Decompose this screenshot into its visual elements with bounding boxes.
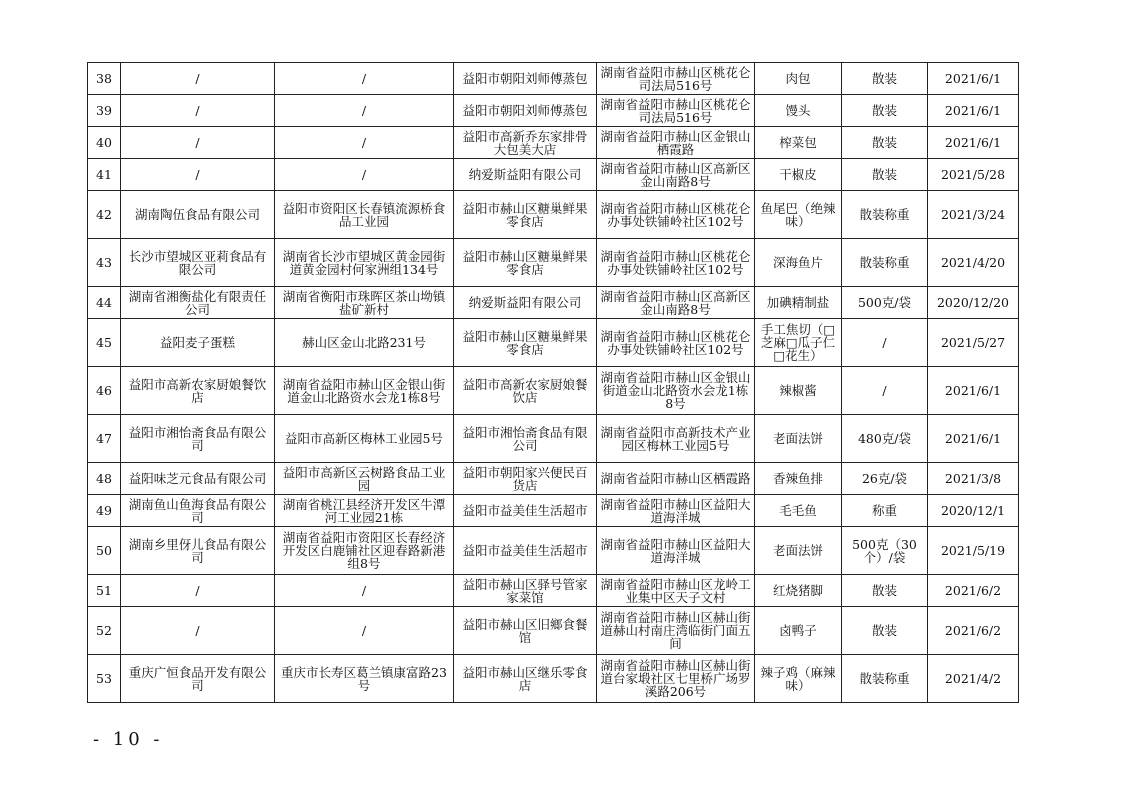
cell-spec: 26克/袋 xyxy=(842,463,928,495)
cell-no: 40 xyxy=(88,127,121,159)
cell-date: 2020/12/20 xyxy=(928,287,1019,319)
cell-seller-address: 湖南省益阳市赫山区益阳大道海洋城 xyxy=(597,495,755,527)
cell-producer: 长沙市望城区亚莉食品有限公司 xyxy=(121,239,275,287)
cell-producer: 益阳麦子蛋糕 xyxy=(121,319,275,367)
cell-producer-address: / xyxy=(275,607,454,655)
cell-seller: 益阳市赫山区糖巢鲜果零食店 xyxy=(454,239,597,287)
cell-seller-address: 湖南省益阳市赫山区赫山街道赫山村南庄湾临街门面五间 xyxy=(597,607,755,655)
cell-seller-address: 湖南省益阳市赫山区益阳大道海洋城 xyxy=(597,527,755,575)
cell-no: 41 xyxy=(88,159,121,191)
cell-seller-address: 湖南省益阳市赫山区高新区金山南路8号 xyxy=(597,159,755,191)
cell-product: 肉包 xyxy=(755,63,842,95)
cell-no: 52 xyxy=(88,607,121,655)
cell-product: 香辣鱼排 xyxy=(755,463,842,495)
table-row xyxy=(88,495,1019,527)
table-row xyxy=(88,127,1019,159)
cell-seller: 益阳市朝阳家兴便民百货店 xyxy=(454,463,597,495)
cell-seller: 益阳市赫山区糖巢鲜果零食店 xyxy=(454,319,597,367)
cell-seller-address: 湖南省益阳市赫山区栖霞路 xyxy=(597,463,755,495)
cell-date: 2021/6/1 xyxy=(928,63,1019,95)
cell-seller-address: 湖南省益阳市赫山区桃花仑办事处铁铺岭社区102号 xyxy=(597,319,755,367)
cell-producer-address: / xyxy=(275,95,454,127)
cell-producer-address: 湖南省益阳市资阳区长春经济开发区白鹿铺社区迎春路新港组8号 xyxy=(275,527,454,575)
cell-producer: / xyxy=(121,159,275,191)
cell-date: 2021/6/1 xyxy=(928,415,1019,463)
cell-no: 49 xyxy=(88,495,121,527)
cell-seller: 益阳市赫山区驿号管家家菜馆 xyxy=(454,575,597,607)
cell-producer: 湖南陶伍食品有限公司 xyxy=(121,191,275,239)
cell-seller-address: 湖南省益阳市赫山区桃花仑办事处铁铺岭社区102号 xyxy=(597,191,755,239)
cell-producer-address: / xyxy=(275,127,454,159)
table-row xyxy=(88,159,1019,191)
cell-seller-address: 湖南省益阳市赫山区赫山街道台家塅社区七里桥广场罗溪路206号 xyxy=(597,655,755,703)
table-row xyxy=(88,575,1019,607)
table-row xyxy=(88,287,1019,319)
cell-spec: 散装称重 xyxy=(842,239,928,287)
cell-spec: 散装 xyxy=(842,63,928,95)
cell-producer: 湖南鱼山鱼海食品有限公司 xyxy=(121,495,275,527)
cell-spec: 散装称重 xyxy=(842,191,928,239)
cell-producer-address: 湖南省益阳市赫山区金银山街道金山北路资水会龙1栋8号 xyxy=(275,367,454,415)
cell-product: 毛毛鱼 xyxy=(755,495,842,527)
table-row xyxy=(88,95,1019,127)
cell-product: 加碘精制盐 xyxy=(755,287,842,319)
cell-producer: / xyxy=(121,575,275,607)
cell-producer-address: 益阳市高新区云树路食品工业园 xyxy=(275,463,454,495)
cell-no: 50 xyxy=(88,527,121,575)
cell-producer: / xyxy=(121,63,275,95)
cell-spec: 散装 xyxy=(842,159,928,191)
table-row xyxy=(88,191,1019,239)
cell-no: 43 xyxy=(88,239,121,287)
cell-seller: 益阳市高新乔东家排骨大包美大店 xyxy=(454,127,597,159)
cell-seller-address: 湖南省益阳市赫山区龙岭工业集中区天子文村 xyxy=(597,575,755,607)
cell-no: 47 xyxy=(88,415,121,463)
cell-producer-address: / xyxy=(275,63,454,95)
cell-producer: / xyxy=(121,607,275,655)
cell-producer: 益阳市高新农家厨娘餐饮店 xyxy=(121,367,275,415)
cell-no: 51 xyxy=(88,575,121,607)
cell-seller: 益阳市高新农家厨娘餐饮店 xyxy=(454,367,597,415)
table-row xyxy=(88,415,1019,463)
cell-date: 2021/6/2 xyxy=(928,575,1019,607)
food-sampling-table xyxy=(87,62,1019,703)
cell-product: 深海鱼片 xyxy=(755,239,842,287)
cell-seller: 益阳市益美佳生活超市 xyxy=(454,495,597,527)
cell-producer: 益阳味芝元食品有限公司 xyxy=(121,463,275,495)
table-body xyxy=(88,63,1019,703)
cell-product: 老面法饼 xyxy=(755,527,842,575)
cell-producer-address: 湖南省长沙市望城区黄金园街道黄金园村何家洲组134号 xyxy=(275,239,454,287)
cell-date: 2021/6/1 xyxy=(928,367,1019,415)
cell-product: 红烧猪脚 xyxy=(755,575,842,607)
cell-date: 2021/3/24 xyxy=(928,191,1019,239)
table-row xyxy=(88,607,1019,655)
cell-spec: / xyxy=(842,367,928,415)
cell-date: 2021/4/20 xyxy=(928,239,1019,287)
cell-date: 2021/5/27 xyxy=(928,319,1019,367)
cell-no: 44 xyxy=(88,287,121,319)
cell-date: 2021/5/28 xyxy=(928,159,1019,191)
cell-product: 干椒皮 xyxy=(755,159,842,191)
cell-product: 老面法饼 xyxy=(755,415,842,463)
cell-spec: 散装称重 xyxy=(842,655,928,703)
cell-producer: 益阳市湘怡斋食品有限公司 xyxy=(121,415,275,463)
cell-producer: 湖南省湘衡盐化有限责任公司 xyxy=(121,287,275,319)
cell-no: 42 xyxy=(88,191,121,239)
cell-seller-address: 湖南省益阳市赫山区桃花仑司法局516号 xyxy=(597,95,755,127)
cell-seller: 纳爱斯益阳有限公司 xyxy=(454,287,597,319)
cell-product: 鱼尾巴（绝辣味） xyxy=(755,191,842,239)
cell-no: 39 xyxy=(88,95,121,127)
cell-spec: 称重 xyxy=(842,495,928,527)
cell-no: 48 xyxy=(88,463,121,495)
cell-seller: 益阳市赫山区继乐零食店 xyxy=(454,655,597,703)
cell-seller: 益阳市湘怡斋食品有限公司 xyxy=(454,415,597,463)
cell-spec: 散装 xyxy=(842,607,928,655)
cell-product: 榨菜包 xyxy=(755,127,842,159)
cell-spec: 散装 xyxy=(842,95,928,127)
cell-spec: 500克/袋 xyxy=(842,287,928,319)
cell-date: 2021/6/1 xyxy=(928,127,1019,159)
table-row xyxy=(88,63,1019,95)
cell-producer-address: / xyxy=(275,575,454,607)
cell-producer-address: 湖南省衡阳市珠晖区茶山坳镇盐矿新村 xyxy=(275,287,454,319)
cell-producer: / xyxy=(121,127,275,159)
cell-seller-address: 湖南省益阳市高新技术产业园区梅林工业园5号 xyxy=(597,415,755,463)
cell-product: 馒头 xyxy=(755,95,842,127)
cell-seller-address: 湖南省益阳市赫山区桃花仑司法局516号 xyxy=(597,63,755,95)
cell-producer: 湖南乡里伢儿食品有限公司 xyxy=(121,527,275,575)
cell-spec: 500克（30个）/袋 xyxy=(842,527,928,575)
table-row xyxy=(88,239,1019,287)
cell-producer: / xyxy=(121,95,275,127)
table-row xyxy=(88,367,1019,415)
cell-seller-address: 湖南省益阳市赫山区桃花仑办事处铁铺岭社区102号 xyxy=(597,239,755,287)
cell-no: 53 xyxy=(88,655,121,703)
cell-seller-address: 湖南省益阳市赫山区金银山栖霞路 xyxy=(597,127,755,159)
cell-seller: 益阳市赫山区糖巢鲜果零食店 xyxy=(454,191,597,239)
cell-product: 手工焦切（□芝麻□瓜子仁□花生） xyxy=(755,319,842,367)
cell-no: 45 xyxy=(88,319,121,367)
cell-producer-address: 益阳市资阳区长春镇流源桥食品工业园 xyxy=(275,191,454,239)
page-number: - 10 - xyxy=(93,729,164,750)
cell-seller-address: 湖南省益阳市赫山区高新区金山南路8号 xyxy=(597,287,755,319)
cell-date: 2021/5/19 xyxy=(928,527,1019,575)
cell-date: 2021/6/2 xyxy=(928,607,1019,655)
table-row xyxy=(88,463,1019,495)
cell-date: 2020/12/1 xyxy=(928,495,1019,527)
cell-date: 2021/6/1 xyxy=(928,95,1019,127)
table-row xyxy=(88,319,1019,367)
cell-seller: 益阳市益美佳生活超市 xyxy=(454,527,597,575)
cell-product: 卤鸭子 xyxy=(755,607,842,655)
cell-no: 38 xyxy=(88,63,121,95)
cell-seller: 益阳市朝阳刘师傅蒸包 xyxy=(454,95,597,127)
table-row xyxy=(88,655,1019,703)
cell-seller: 益阳市赫山区旧鄉食餐馆 xyxy=(454,607,597,655)
cell-no: 46 xyxy=(88,367,121,415)
cell-spec: / xyxy=(842,319,928,367)
cell-spec: 散装 xyxy=(842,575,928,607)
cell-spec: 散装 xyxy=(842,127,928,159)
cell-date: 2021/4/2 xyxy=(928,655,1019,703)
cell-spec: 480克/袋 xyxy=(842,415,928,463)
cell-producer: 重庆广恒食品开发有限公司 xyxy=(121,655,275,703)
cell-product: 辣椒酱 xyxy=(755,367,842,415)
cell-producer-address: 湖南省桃江县经济开发区牛潭河工业园21栋 xyxy=(275,495,454,527)
cell-product: 辣子鸡（麻辣味） xyxy=(755,655,842,703)
table-row xyxy=(88,527,1019,575)
cell-producer-address: 重庆市长寿区葛兰镇康富路23号 xyxy=(275,655,454,703)
cell-seller-address: 湖南省益阳市赫山区金银山街道金山北路资水会龙1栋8号 xyxy=(597,367,755,415)
cell-seller: 纳爱斯益阳有限公司 xyxy=(454,159,597,191)
cell-date: 2021/3/8 xyxy=(928,463,1019,495)
cell-producer-address: 益阳市高新区梅林工业园5号 xyxy=(275,415,454,463)
cell-producer-address: / xyxy=(275,159,454,191)
cell-producer-address: 赫山区金山北路231号 xyxy=(275,319,454,367)
cell-seller: 益阳市朝阳刘师傅蒸包 xyxy=(454,63,597,95)
